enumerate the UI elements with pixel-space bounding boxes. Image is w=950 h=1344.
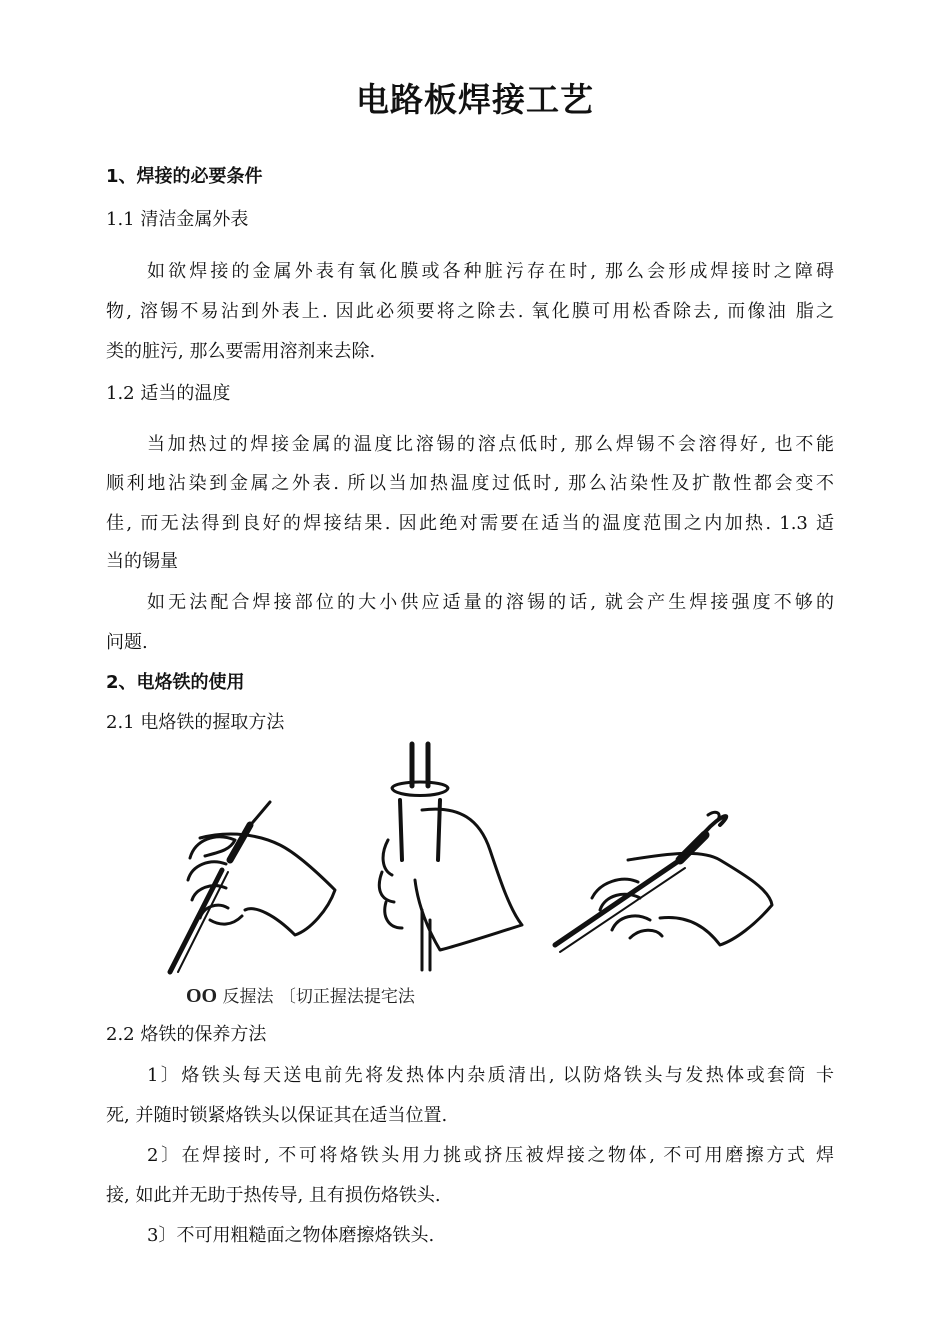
list-item: 3〕不可用粗糙面之物体磨擦烙铁头. [147, 1225, 435, 1246]
paragraph-line: 如欲焊接的金属外表有氧化膜或各种脏污存在时, 那么会形成焊接时之障碍 [147, 261, 834, 282]
standard-grip-drawing [379, 744, 522, 970]
pen-grip-drawing [555, 812, 772, 952]
section-heading-2: 2、电烙铁的使用 [106, 672, 245, 693]
paragraph-line: 当加热过的焊接金属的温度比溶锡的溶点低时, 那么焊锡不会溶得好, 也不能 [147, 434, 834, 455]
caption-text: 反握法 〔切正握法提宅法 [222, 987, 415, 1007]
paragraph-line: 顺利地沾染到金属之外表. 所以当加热温度过低时, 那么沾染性及扩散性都会变不 [106, 473, 834, 494]
caption-mark: OO [186, 985, 218, 1007]
list-item: 2〕在焊接时, 不可将烙铁头用力挑或挤压被焊接之物体, 不可用磨擦方式 焊 [147, 1145, 834, 1166]
page-title: 电路板焊接工艺 [356, 80, 594, 119]
figure-caption [186, 982, 415, 1008]
list-item: 1〕烙铁头每天送电前先将发热体内杂质清出, 以防烙铁头与发热体或套筒 卡 [147, 1065, 834, 1086]
subheading-1-1: 1.1 清洁金属外表 [106, 209, 249, 230]
subheading-2-2: 2.2 烙铁的保养方法 [106, 1024, 267, 1045]
paragraph-line: 当的锡量 [106, 551, 178, 572]
reverse-grip-drawing [170, 802, 335, 972]
subheading-2-1: 2.1 电烙铁的握取方法 [106, 712, 285, 733]
soldering-iron-grip-illustration [160, 740, 780, 978]
paragraph-line: 物, 溶锡不易沾到外表上. 因此必须要将之除去. 氧化膜可用松香除去, 而像油 脂之 [106, 301, 834, 322]
list-item: 死, 并随时锁紧烙铁头以保证其在适当位置. [106, 1105, 448, 1126]
paragraph-line: 类的脏污, 那么要需用溶剂来去除. [106, 341, 376, 362]
paragraph-line: 如无法配合焊接部位的大小供应适量的溶锡的话, 就会产生焊接强度不够的 [147, 592, 834, 613]
paragraph-line: 问题. [106, 632, 148, 653]
subheading-1-2: 1.2 适当的温度 [106, 383, 231, 404]
paragraph-line: 佳, 而无法得到良好的焊接结果. 因此绝对需要在适当的温度范围之内加热. 1.3 适 [106, 513, 834, 534]
list-item: 接, 如此并无助于热传导, 且有损伤烙铁头. [106, 1185, 441, 1206]
section-heading-1: 1、焊接的必要条件 [106, 166, 263, 187]
